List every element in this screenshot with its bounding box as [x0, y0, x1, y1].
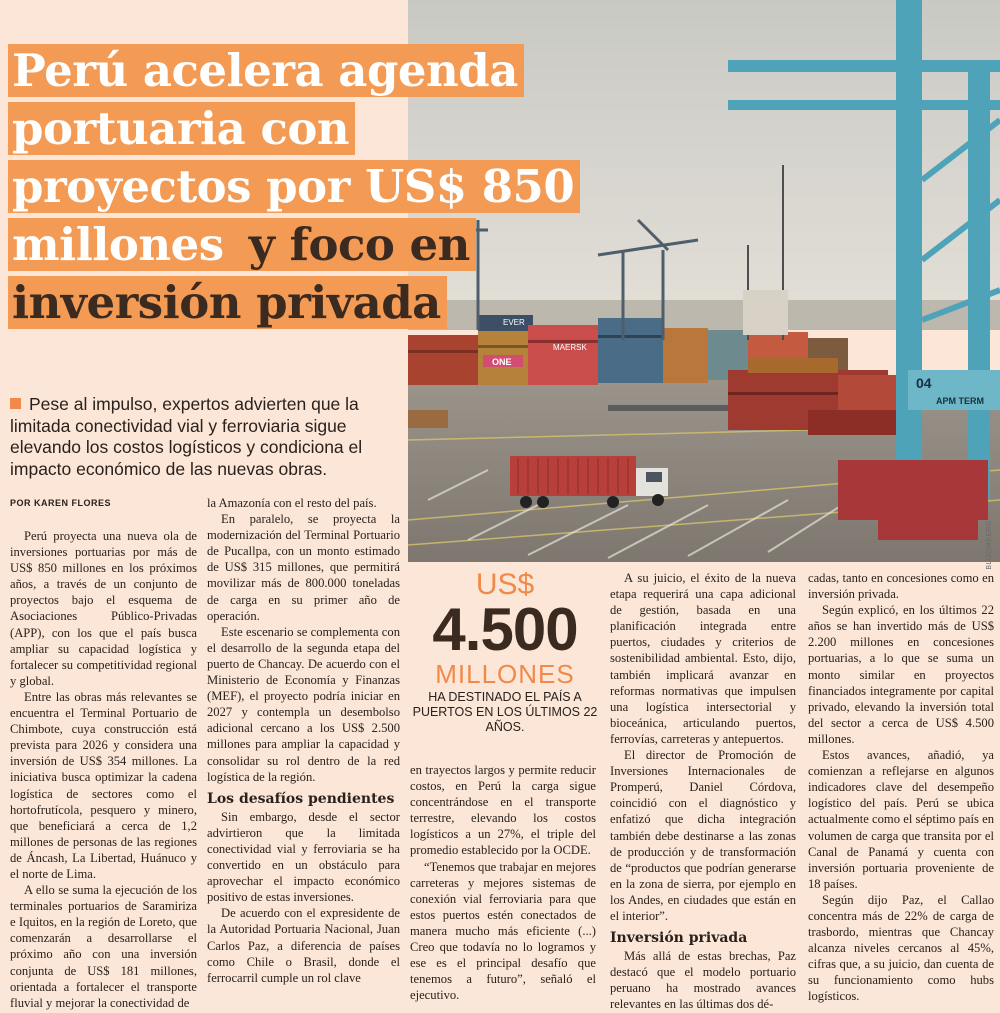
column-5	[808, 570, 994, 1005]
paragraph: Según dijo Paz, el Callao concentra más de 22% de carga de trasbordo, mientras que Chancay alcanza niveles cercanos al 45%, cifras que, a su juicio, dan cuenta de su funcionamiento como hubs logísticos.	[808, 892, 994, 1004]
stat-unit: MILLONES	[435, 659, 575, 689]
paragraph: En paralelo, se proyecta la modernización del Terminal Portuario de Pucallpa, con un monto estimado de US$ 315 millones, que permitirá movilizar más de 800.000 toneladas de carga en su primer año de operación.	[207, 512, 400, 623]
photo-credit: BLOOMBERG	[986, 520, 993, 570]
paragraph: De acuerdo con el expresidente de la Autoridad Portuaria Nacional, Juan Carlos Paz, a diferencia de países como Chile o Brasil, donde el ferrocarril cumple un rol clave	[207, 906, 400, 985]
paragraph: Entre las obras más relevantes se encuentra el Terminal Portuario de Chimbote, cuya construcción está prevista para 2026 y considera una inversión de US$ 354 millones. La iniciativa busca optimizar la cadena logística de sectores como el hortofrutícola, pesquero y minero, que beneficiará a cerca de 1,2 millones de personas de las regiones de Áncash, La Libertad, Huánuco y el norte de Lima.	[10, 689, 197, 881]
stat-description: HA DESTINADO EL PAÍS A PUERTOS EN LOS ÚLTIMOS 22 AÑOS.	[412, 690, 598, 734]
container-ever-label: EVER	[503, 318, 525, 327]
paragraph: Según explicó, en los últimos 22 años se han invertido más de US$ 2.200 millones en concesiones portuarias, a lo que se suma un monto similar en proyectos financiados integramente por capital privado, elevando la inversión total del sector a cerca de US$ 4.500 millones.	[808, 603, 994, 746]
subheadline	[10, 394, 405, 480]
paragraph: Más allá de estas brechas, Paz destacó que el modelo portuario peruano ha mostrado avances relevantes en las últimas dos dé-	[610, 949, 796, 1012]
paragraph: Sin embargo, desde el sector advirtieron que la limitada conectividad vial y ferroviaria se ha convertido en un obstáculo para aprovechar el impacto económico positivo de estas inversiones.	[207, 809, 400, 905]
crane-terminal-sign: APM TERM	[936, 396, 984, 406]
bullet-square-icon	[10, 398, 21, 409]
paragraph: A su juicio, el éxito de la nueva etapa requerirá una capa adicional de gestión, basada en una planificación integrada entre puertos, ciudades y criterios de sostenibilidad ambiental. Esto, dijo, también implicará avanzar en reformas normativas que impulsen una logística intersectorial y bioceánica, articulando puertos, ferrovías, carreteras y antepuertos.	[610, 571, 796, 746]
paragraph: cadas, tanto en concesiones como en inversión privada.	[808, 571, 994, 602]
section-heading: Inversión privada	[610, 930, 748, 947]
paragraph: Estos avances, añadió, ya comienzan a reflejarse en algunos indicadores clave del desempeño logístico del país. Perú se ubica actualmente como el séptimo país en volumen de carga que transita por el Canal de Panamá y cuenta con inversión portuaria proveniente de 18 países.	[808, 748, 994, 891]
headline-line-5: inversión privada	[8, 276, 447, 329]
column-2	[207, 495, 400, 986]
stat-callout	[410, 570, 600, 735]
section-heading: Los desafíos pendientes	[207, 790, 395, 807]
headline-line-2: portuaria con	[8, 102, 355, 155]
column-3	[410, 762, 596, 1003]
subheadline-text: Pese al impulso, expertos advierten que la limitada conectividad vial y ferroviaria sigue elevando los costos logísticos y condiciona el impacto económico de las nuevas obras.	[10, 394, 363, 479]
container-one-label: ONE	[492, 357, 512, 367]
container-maersk-label: MAERSK	[553, 343, 587, 352]
headline-line-4a: millones	[8, 218, 230, 271]
headline	[8, 42, 575, 332]
paragraph: Este escenario se complementa con el desarrollo de la segunda etapa del puerto de Chancay. De acuerdo con el Ministerio de Economía y Finanzas (MEF), el proyecto podría iniciar en 2027 y contempla un desembolso adicional cercano a los US$ 2.500 millones para ampliar la capacidad y consolidar su rol dentro de la red logística de la región.	[207, 624, 400, 784]
headline-line-4b: y foco en	[230, 218, 476, 271]
headline-line-3: proyectos por US$ 850	[8, 160, 580, 213]
paragraph: en trayectos largos y permite reducir costos, en Perú la carga sigue concentrándose en el transporte terrestre, elevando los costos logísticos a un 27%, el triple del promedio establecido por la OCDE.	[410, 763, 596, 858]
paragraph: Perú proyecta una nueva ola de inversiones portuarias por más de US$ 850 millones en los próximos años, a través de un conjunto de proyectos bajo el esquema de Asociaciones Público-Privadas (APP), con los que el país busca ampliar su capacidad logística y fortalecer su competitividad regional y global.	[10, 529, 197, 688]
column-1	[10, 528, 197, 1011]
byline: POR KAREN FLORES	[10, 498, 112, 508]
paragraph: la Amazonía con el resto del país.	[207, 496, 377, 510]
stat-currency: US$	[475, 568, 535, 601]
column-4	[610, 570, 796, 1013]
headline-line-1: Perú acelera agenda	[8, 44, 524, 97]
paragraph: El director de Promoción de Inversiones Internacionales de Promperú, Daniel Córdova, coincidió con el diagnóstico y enfatizó que dicha integración también debe destinarse a las zonas de producción y de transformación de “productos que podrían generarse en la zona de sierra, por ejemplo en los Andes, en ciudades que están en el interior”.	[610, 748, 796, 923]
paragraph: A ello se suma la ejecución de los terminales portuarios de Saramiriza e Iquitos, en la región de Loreto, que comenzarán a desarrollarse el próximo año con una inversión conjunta de US$ 181 millones, orientada a fortalecer el transporte fluvial y mejorar la conectividad de	[10, 883, 197, 1010]
stat-number: 4.500	[432, 596, 578, 663]
paragraph: “Tenemos que trabajar en mejores carreteras y mejores sistemas de conexión vial ferroviaria para que estos puertos estén conectados de manera mucho más eficiente (...) Creo que todavía no lo logramos y ese es el principal desafío que tenemos a futuro”, señaló el ejecutivo.	[410, 859, 596, 1003]
crane-number: 04	[916, 375, 932, 391]
